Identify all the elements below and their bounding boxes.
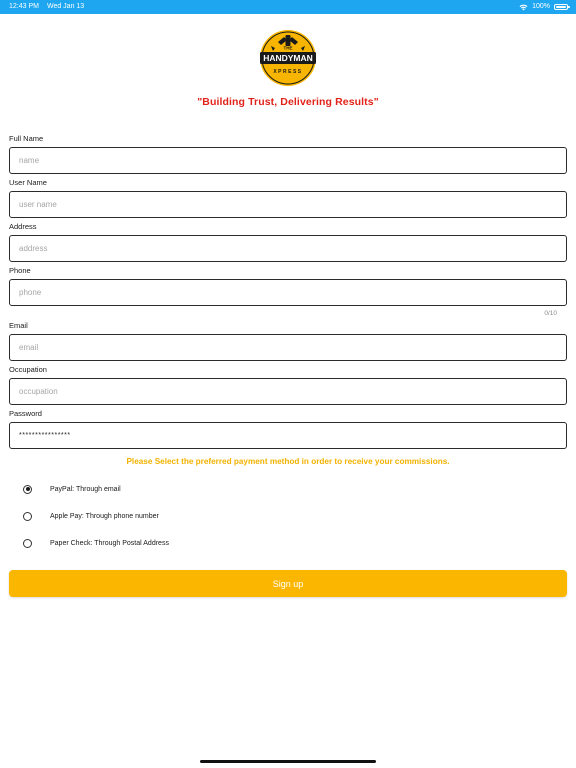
phone-char-counter: 0/10: [544, 310, 557, 317]
phone-input[interactable]: [9, 279, 567, 306]
radio-button-paypal[interactable]: [23, 485, 32, 494]
radio-button-apple-pay[interactable]: [23, 512, 32, 521]
occupation-input[interactable]: [9, 378, 567, 405]
user-name-label: User Name: [9, 178, 47, 187]
home-indicator[interactable]: [200, 760, 376, 763]
tagline: "Building Trust, Delivering Results": [197, 96, 379, 108]
payment-option-apple-pay[interactable]: [23, 510, 159, 522]
address-label: Address: [9, 222, 37, 231]
battery-tip: [568, 6, 570, 8]
status-time: [9, 0, 84, 14]
radio-button-paper-check[interactable]: [23, 539, 32, 548]
wifi-icon: [519, 4, 528, 11]
occupation-label: Occupation: [9, 365, 47, 374]
email-label: Email: [9, 321, 28, 330]
battery-fill: [556, 6, 566, 8]
logo-text-top: THE: [283, 45, 293, 51]
battery-percent: 100%: [532, 3, 550, 10]
status-date: Wed Jan 13: [46, 3, 85, 10]
status-indicators: [519, 0, 568, 14]
phone-label: Phone: [9, 266, 31, 275]
logo-text-main: HANDYMAN: [263, 53, 313, 63]
battery-icon: [554, 4, 568, 10]
password-label: Password: [9, 409, 42, 418]
address-input[interactable]: [9, 235, 567, 262]
status-time-text: 12:43 PM: [9, 3, 39, 10]
payment-option-label: Apple Pay: Through phone number: [50, 512, 159, 520]
sign-up-button[interactable]: Sign up: [9, 570, 567, 597]
email-input[interactable]: [9, 334, 567, 361]
logo-text-bottom: XPRESS: [273, 69, 303, 75]
payment-option-label: PayPal: Through email: [50, 485, 121, 493]
full-name-input[interactable]: [9, 147, 567, 174]
status-bar: [0, 0, 576, 14]
payment-option-paypal[interactable]: [23, 483, 121, 495]
full-name-label: Full Name: [9, 134, 44, 143]
payment-option-paper-check[interactable]: [23, 537, 169, 549]
user-name-input[interactable]: [9, 191, 567, 218]
payment-option-label: Paper Check: Through Postal Address: [50, 539, 169, 547]
password-input[interactable]: [9, 422, 567, 449]
handyman-logo-icon: [258, 28, 318, 88]
payment-method-note: Please Select the preferred payment method in order to receive your commissions.: [126, 457, 450, 466]
